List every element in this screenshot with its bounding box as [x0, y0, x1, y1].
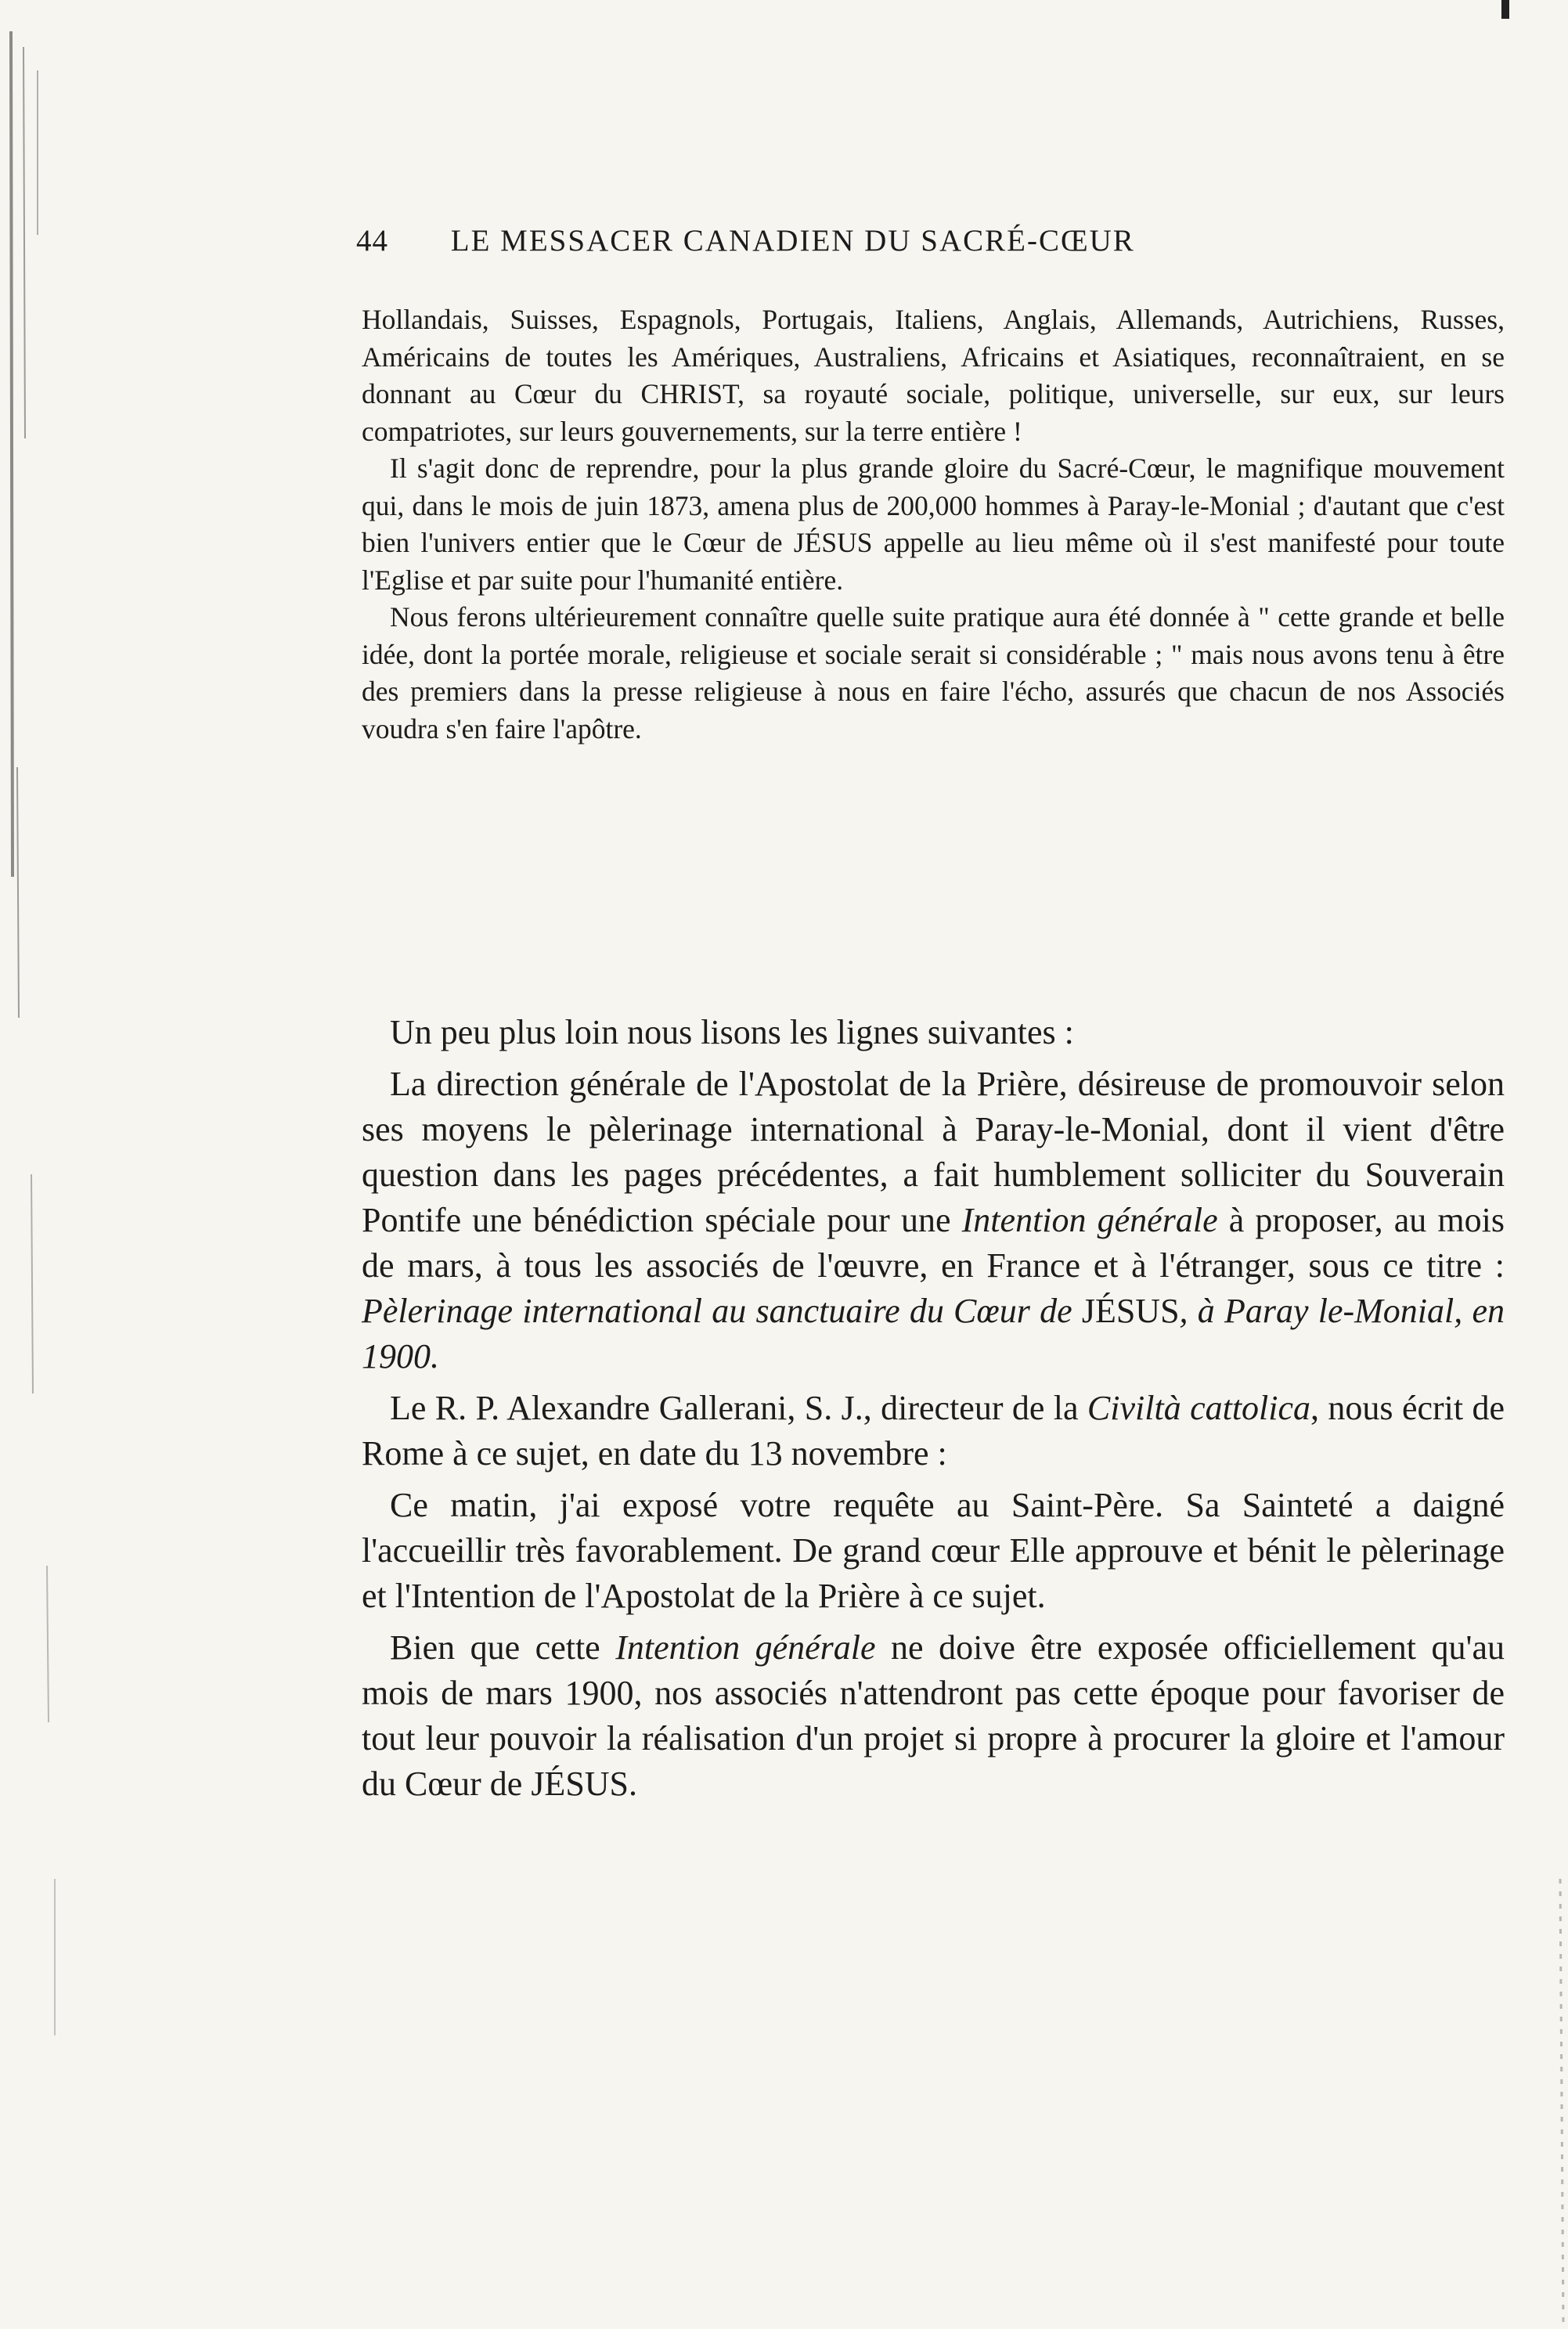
top-right-scan-mark	[1500, 0, 1516, 31]
para3-text-b: , nous écrit de Rome à ce sujet, en date du 13 novembre :	[362, 1389, 1505, 1473]
page-number: 44	[356, 224, 388, 258]
para2-jesus: JÉSUS	[1081, 1292, 1180, 1330]
running-header	[356, 223, 1292, 258]
left-margin-scan-marks	[0, 0, 78, 2329]
para2-italic-intention: Intention générale	[961, 1201, 1218, 1239]
para3-text-a: Le R. P. Alexandre Gallerani, S. J., directeur de la	[390, 1389, 1087, 1427]
para2-text-a: La direction générale de l'Apostolat de la Prière, désireuse de promouvoir selon ses moyens le pèlerinage international à Paray-le-Monial, dont il vient d'être question dans les pages précédentes, a fait humblement solliciter du Souverain Pontife une bénédiction spéciale pour une	[362, 1065, 1505, 1239]
small-paragraph-2: Il s'agit donc de reprendre, pour la plus grande gloire du Sacré-Cœur, le magnifique mouvement qui, dans le mois de juin 1873, amena plus de 200,000 hommes à Paray-le-Monial ; d'autant que c'est bien l'univers entier que le Cœur de JÉSUS appelle au lieu même où il s'est manifesté pour toute l'Eglise et par suite pour l'humanité entière.	[362, 452, 1505, 596]
large-print-section	[362, 1010, 1505, 1807]
para5-text-a: Bien que cette	[390, 1628, 616, 1667]
para2-italic-place: , à Paray le-Monial, en 1900.	[362, 1292, 1505, 1375]
large-paragraph-1: Un peu plus loin nous lisons les lignes suivantes :	[390, 1013, 1074, 1051]
large-paragraph-3	[362, 1386, 1505, 1476]
para5-end: .	[629, 1765, 638, 1803]
para2-italic-title: Pèlerinage international au sanctuaire du Cœur de	[362, 1292, 1082, 1330]
large-paragraph-4: Ce matin, j'ai exposé votre requête au Saint-Père. Sa Sainteté a daigné l'accueillir très favorablement. De grand cœur Elle approuve et bénit le pèlerinage et l'Intention de l'Apostolat de la Prière à ce sujet.	[362, 1486, 1505, 1615]
small-print-section	[362, 301, 1505, 748]
small-paragraph-3: Nous ferons ultérieurement connaître quelle suite pratique aura été donnée à " cette grande et belle idée, dont la portée morale, religieuse et sociale serait si considérable ; " mais nous avons tenu à être des premiers dans la presse religieuse à nous en faire l'écho, assurés que chacun de nos Associés voudra s'en faire l'apôtre.	[362, 601, 1505, 744]
running-title: LE MESSACER CANADIEN DU SACRÉ-CŒUR	[450, 224, 1135, 258]
large-paragraph-2	[362, 1062, 1505, 1379]
para5-italic-intention: Intention générale	[615, 1628, 876, 1667]
large-paragraph-5	[362, 1625, 1505, 1807]
small-paragraph-1: Hollandais, Suisses, Espagnols, Portugais, Italiens, Anglais, Allemands, Autrichiens, Russes, Américains de toutes les Amériques, Australiens, Africains et Asiatiques, reconnaîtraient, en se donnant au Cœur du CHRIST, sa royauté sociale, politique, universelle, sur eux, sur leurs compatriotes, sur leurs gouvernements, sur la terre entière !	[362, 304, 1505, 447]
para5-jesus: JÉSUS	[531, 1765, 629, 1803]
para2-text-b: à proposer, au mois de mars, à tous les associés de l'œuvre, en France et à l'étranger, sous ce titre :	[362, 1201, 1505, 1285]
right-edge-scan-marks	[1537, 1879, 1568, 2329]
para5-text-b: ne doive être exposée officiellement qu'au mois de mars 1900, nos associés n'attendront pas cette époque pour favoriser de tout leur pouvoir la réalisation d'un projet si propre à procurer la gloire et l'amour du Cœur de	[362, 1628, 1505, 1803]
para3-italic-journal: Civiltà cattolica	[1087, 1389, 1311, 1427]
